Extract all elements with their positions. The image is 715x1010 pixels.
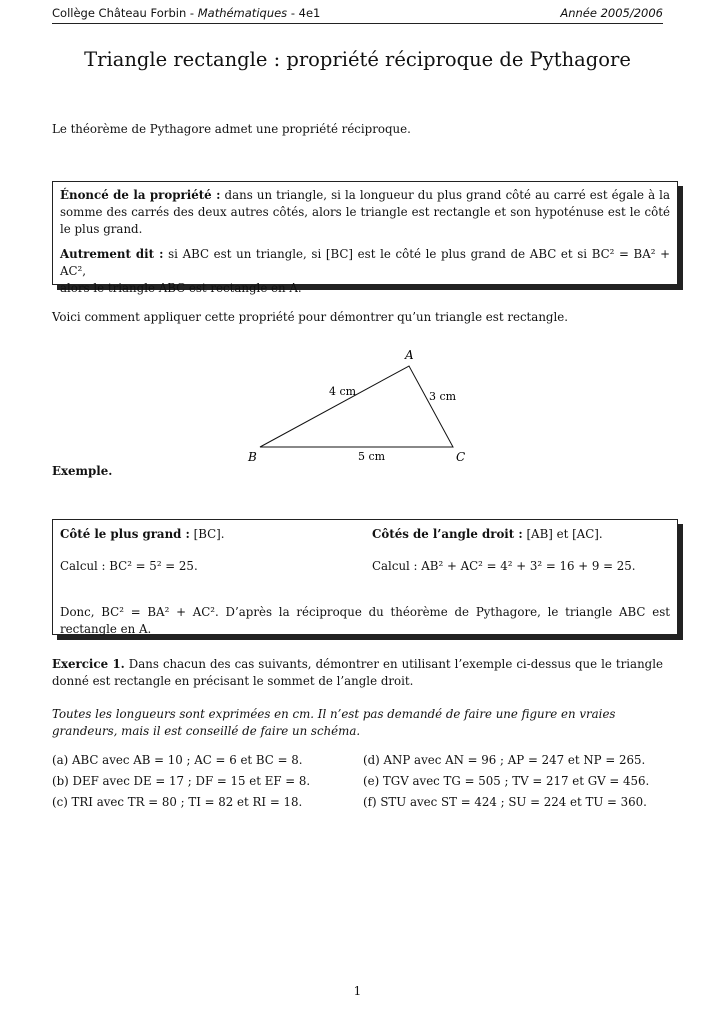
calc-left: Calcul : BC² = 5² = 25. [60,559,198,573]
exercise-statement [52,656,663,690]
exercise-list-right [363,750,649,813]
autrement-text-2: alors le triangle ABC est rectangle en A. [60,281,302,295]
exercise-text: Dans chacun des cas suivants, démontrer en utilisant l’exemple ci-dessus que le triangle donné est rectangle en précisant le sommet de l’angle droit. [52,657,663,688]
intro-text: Le théorème de Pythagore admet une propriété réciproque. [52,122,411,136]
example-label: Exemple. [52,464,113,478]
largest-side-label: Côté le plus grand : [60,527,190,541]
triangle-figure [240,345,480,470]
subject-name: Mathématiques [197,6,288,20]
right-angle-sides-label: Côtés de l’angle droit : [372,527,523,541]
list-item: (a) ABC avec AB = 10 ; AC = 6 et BC = 8. [52,753,303,767]
side-bc-label: 5 cm [358,450,386,463]
largest-side-line [60,526,225,542]
right-angle-sides-value: [AB] et [AC]. [522,527,603,541]
side-ab-label: 4 cm [329,385,357,398]
school-name: Collège Château Forbin - [52,6,198,20]
enonce-label: Énoncé de la propriété : [60,188,221,202]
list-item: (c) TRI avec TR = 80 ; TI = 82 et RI = 18. [52,795,303,809]
page-title: Triangle rectangle : propriété réciproque de Pythagore [84,48,631,71]
list-item: (d) ANP avec AN = 96 ; AP = 247 et NP = 265. [363,753,646,767]
calc-right: Calcul : AB² + AC² = 4² + 3² = 16 + 9 = 25. [372,559,636,573]
exercise-note: Toutes les longueurs sont exprimées en cm. Il n’est pas demandé de faire une figure en vraies grandeurs, mais il est conseillé de faire un schéma. [52,707,616,738]
autrement-text-1: si ABC est un triangle, si [BC] est le côté le plus grand de ABC et si BC² = BA² + AC², [60,247,670,278]
list-item: (f) STU avec ST = 424 ; SU = 224 et TU = 360. [363,795,647,809]
header-year: Année 2005/2006 [560,6,663,20]
side-ac-label: 3 cm [429,390,457,403]
list-item: (b) DEF avec DE = 17 ; DF = 15 et EF = 8. [52,774,311,788]
example-box [52,519,678,635]
vertex-b-label: B [248,450,257,464]
largest-side-value: [BC]. [189,527,225,541]
vertex-a-label: A [405,348,414,362]
vertex-c-label: C [456,450,466,464]
property-box [52,181,678,295]
list-item: (e) TGV avec TG = 505 ; TV = 217 et GV = 456. [363,774,650,788]
triangle-abc [260,366,453,447]
page-number: 1 [353,984,362,998]
class-name: - 4e1 [287,6,321,20]
conclusion-text: Donc, BC² = BA² + AC². D’après la réciproque du théorème de Pythagore, le triangle ABC est rectangle en A. [60,605,670,636]
exercise-list-left [52,750,310,813]
autrement-label: Autrement dit : [60,247,164,261]
header-rule [52,23,663,24]
header-left [52,6,320,20]
apply-text: Voici comment appliquer cette propriété pour démontrer qu’un triangle est rectangle. [52,310,568,324]
right-angle-sides-line [372,526,603,542]
exercise-label: Exercice 1. [52,657,125,671]
enonce-text: dans un triangle, si la longueur du plus grand côté au carré est égale à la somme des carrés des deux autres côtés, alors le triangle est rectangle et son hypoténuse est le côté le plus grand. [60,188,670,236]
